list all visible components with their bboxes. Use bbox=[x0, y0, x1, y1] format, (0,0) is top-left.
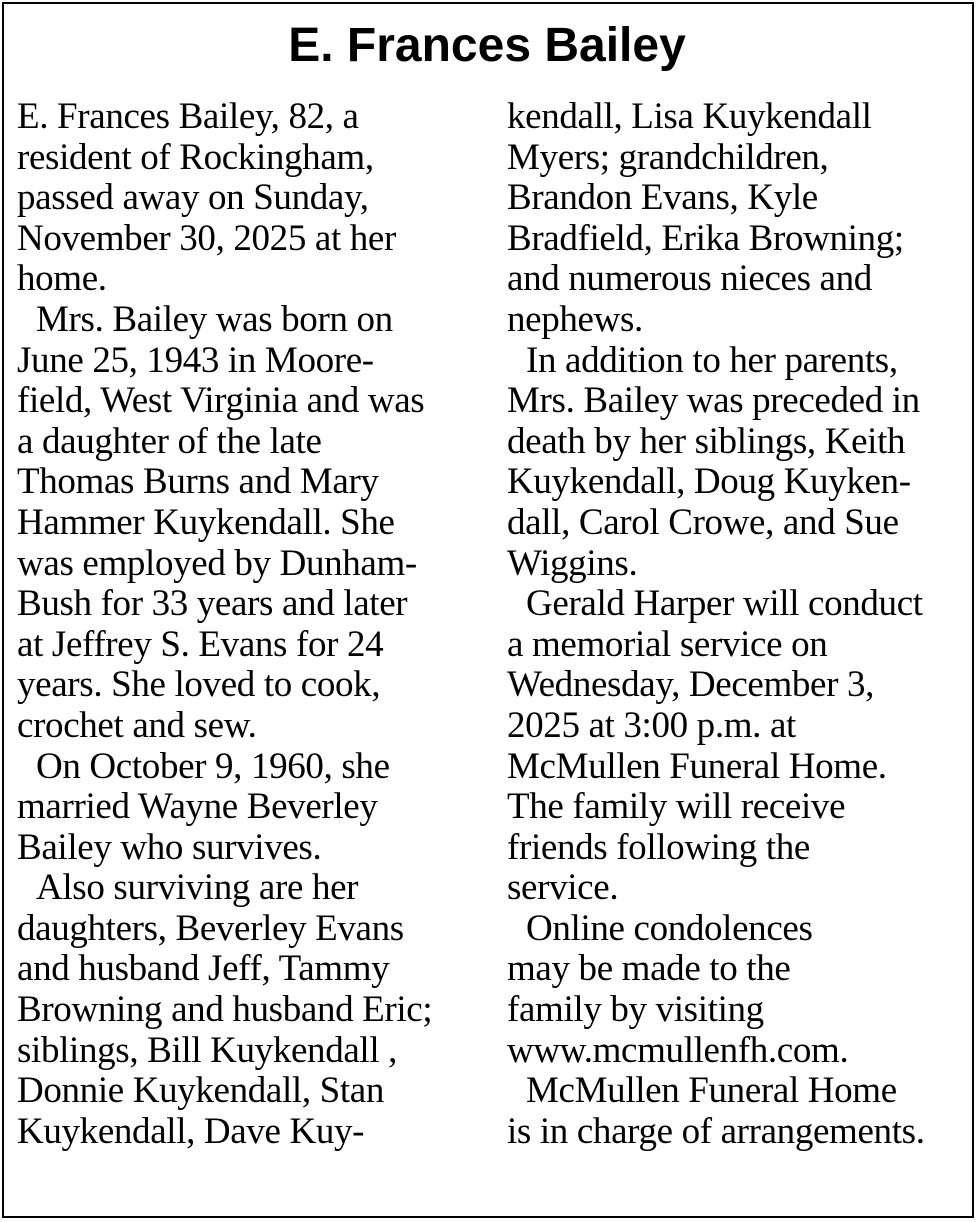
left-column-text-line: Bailey who survives. bbox=[17, 826, 322, 868]
right-column-text-line: nephews. bbox=[507, 298, 643, 340]
left-column-text-line: June 25, 1943 in Moore- bbox=[17, 339, 374, 381]
right-column-text-line: dall, Carol Crowe, and Sue bbox=[507, 501, 899, 543]
left-column-text-line: crochet and sew. bbox=[17, 704, 257, 746]
left-column-text-line: E. Frances Bailey, 82, a bbox=[17, 96, 359, 137]
left-column-text-line: Also surviving are her bbox=[36, 867, 359, 909]
right-column-text-line: Gerald Harper will conduct bbox=[526, 583, 923, 625]
left-column-text-line: Browning and husband Eric; bbox=[17, 989, 433, 1031]
right-column-text-line: and numerous nieces and bbox=[507, 258, 872, 300]
left-column-text-line: a daughter of the late bbox=[17, 420, 322, 462]
left-column-text-line: and husband Jeff, Tammy bbox=[17, 948, 390, 990]
left-column-text-line: at Jeffrey S. Evans for 24 bbox=[17, 623, 384, 665]
right-column-text-line: 2025 at 3:00 p.m. at bbox=[507, 704, 796, 746]
right-column-text-line: Brandon Evans, Kyle bbox=[507, 177, 818, 219]
right-column-text-line: Kuykendall, Doug Kuyken- bbox=[507, 461, 911, 503]
left-column-text-line: Bush for 33 years and later bbox=[17, 583, 408, 625]
obituary-right-column bbox=[507, 97, 967, 1152]
left-column-text-line: was employed by Dunham- bbox=[17, 542, 417, 584]
left-column-text-line: passed away on Sunday, bbox=[17, 177, 369, 219]
left-column-text-line: Donnie Kuykendall, Stan bbox=[17, 1070, 385, 1112]
right-column-text-line: Wednesday, December 3, bbox=[507, 664, 875, 706]
right-column-text-line: In addition to her parents, bbox=[526, 339, 898, 381]
right-column-text-line: Bradfield, Erika Browning; bbox=[507, 217, 904, 259]
right-column-text-line: Online condolences bbox=[526, 907, 813, 949]
left-column-text-line: Mrs. Bailey was born on bbox=[36, 298, 393, 340]
left-column-text-line: On October 9, 1960, she bbox=[36, 745, 390, 787]
left-column-text-line: resident of Rockingham, bbox=[17, 136, 374, 178]
right-column-text-line: www.mcmullenfh.com. bbox=[507, 1029, 849, 1071]
right-column-text-line: McMullen Funeral Home bbox=[526, 1070, 897, 1112]
left-column-text-line: home. bbox=[17, 258, 107, 300]
right-column-text-line: Myers; grandchildren, bbox=[507, 136, 829, 178]
right-column-text-line: death by her siblings, Keith bbox=[507, 420, 906, 462]
right-column-text-line: a memorial service on bbox=[507, 623, 828, 665]
right-column-text-line: family by visiting bbox=[507, 989, 764, 1031]
right-column-text-line: Wiggins. bbox=[507, 542, 638, 584]
left-column-text-line: years. She loved to cook, bbox=[17, 664, 381, 706]
left-column-text-line: Kuykendall, Dave Kuy- bbox=[17, 1110, 365, 1152]
right-column-text-line: kendall, Lisa Kuykendall bbox=[507, 96, 872, 137]
left-column-text-line: November 30, 2025 at her bbox=[17, 217, 396, 259]
obituary-title: E. Frances Bailey bbox=[288, 19, 686, 72]
right-column-text-line: friends following the bbox=[507, 826, 810, 868]
left-column-text-line: married Wayne Beverley bbox=[17, 786, 378, 828]
left-column-text-line: Hammer Kuykendall. She bbox=[17, 501, 395, 543]
obituary-left-column bbox=[17, 97, 487, 1152]
right-column-text-line: service. bbox=[507, 867, 619, 909]
right-column-text-line: McMullen Funeral Home. bbox=[507, 745, 887, 787]
right-column-text-line: is in charge of arrangements. bbox=[507, 1110, 925, 1152]
left-column-text-line: siblings, Bill Kuykendall , bbox=[17, 1029, 398, 1071]
left-column-text-line: daughters, Beverley Evans bbox=[17, 907, 404, 949]
left-column-text-line: field, West Virginia and was bbox=[17, 380, 425, 422]
right-column-text-line: Mrs. Bailey was preceded in bbox=[507, 380, 920, 422]
left-column-text-line: Thomas Burns and Mary bbox=[17, 461, 379, 503]
right-column-text-line: may be made to the bbox=[507, 948, 791, 990]
right-column-text-line: The family will receive bbox=[507, 786, 846, 828]
